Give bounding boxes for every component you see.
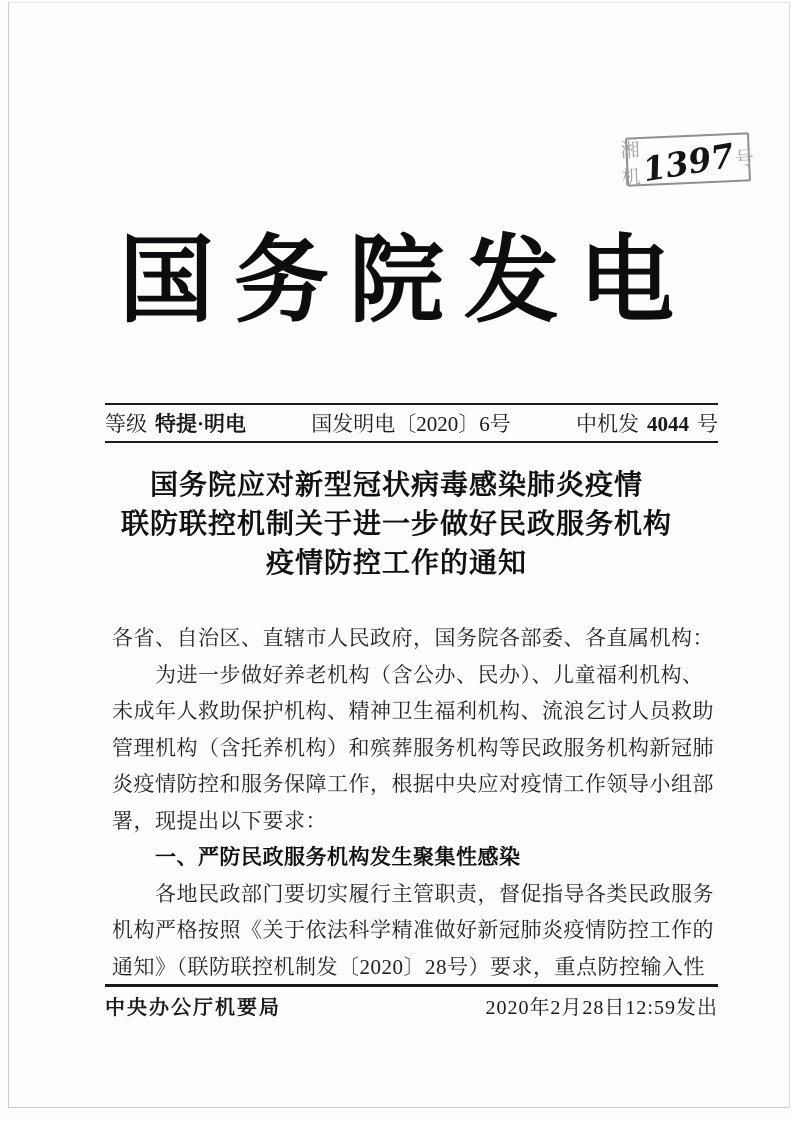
registration-stamp (620, 132, 756, 190)
body-text-line: 未成年人救助保护机构、精神卫生福利机构、流浪乞讨人员救助 (112, 699, 714, 723)
body-text-line: 署，现提出以下要求： (112, 808, 327, 833)
body-text-line: 炎疫情防控和服务保障工作，根据中央应对疫情工作领导小组部 (112, 772, 714, 796)
masthead-title: 国务院发电 (118, 228, 694, 334)
body-text-line: 管理机构（含托养机构）和殡葬服务机构等民政服务机构新冠肺 (112, 735, 714, 760)
issuing-office: 中央办公厅机要局 (105, 997, 281, 1019)
level-label: 等级 (105, 412, 147, 436)
document-title-line: 国务院应对新型冠状病毒感染肺炎疫情 (149, 470, 643, 501)
serial-prefix: 中机发 (575, 412, 639, 436)
serial-number-group (576, 408, 718, 438)
document-number: 国发明电〔2020〕6号 (311, 412, 511, 436)
body-text-line: 机构严格按照《关于依法科学精准做好新冠肺炎疫情防控工作的 (112, 918, 714, 942)
document-meta-row (105, 403, 718, 443)
page-footer (105, 984, 718, 1020)
document-title-line: 联防联控机制关于进一步做好民政服务机构 (120, 509, 672, 540)
body-text-line: 各省、自治区、直辖市人民政府，国务院各部委、各直属机构： (112, 626, 714, 650)
document-body (112, 620, 714, 985)
body-text-line: 通知》（联防联控机制发〔2020〕28号）要求，重点防控输入性 (112, 954, 705, 979)
body-text-line: 一、严防民政服务机构发生聚集性感染 (155, 845, 521, 869)
serial-number: 4044 (646, 412, 689, 436)
classification-level (105, 408, 246, 438)
stamp-handwritten-number: 1397 (639, 135, 738, 190)
stamp-suffix-label: 号 (734, 148, 756, 170)
serial-suffix: 号 (696, 412, 718, 436)
document-title (55, 466, 738, 583)
stamp-prefix-label: 湘机 (620, 139, 643, 189)
body-text-line: 各地民政部门要切实履行主管职责，督促指导各类民政服务 (155, 881, 714, 906)
level-value: 特提·明电 (155, 412, 247, 436)
document-title-line: 疫情防控工作的通知 (265, 548, 527, 579)
body-text-line: 为进一步做好养老机构（含公办、民办）、儿童福利机构、 (155, 662, 704, 687)
issue-datetime: 2020年2月28日12:59发出 (485, 997, 718, 1019)
